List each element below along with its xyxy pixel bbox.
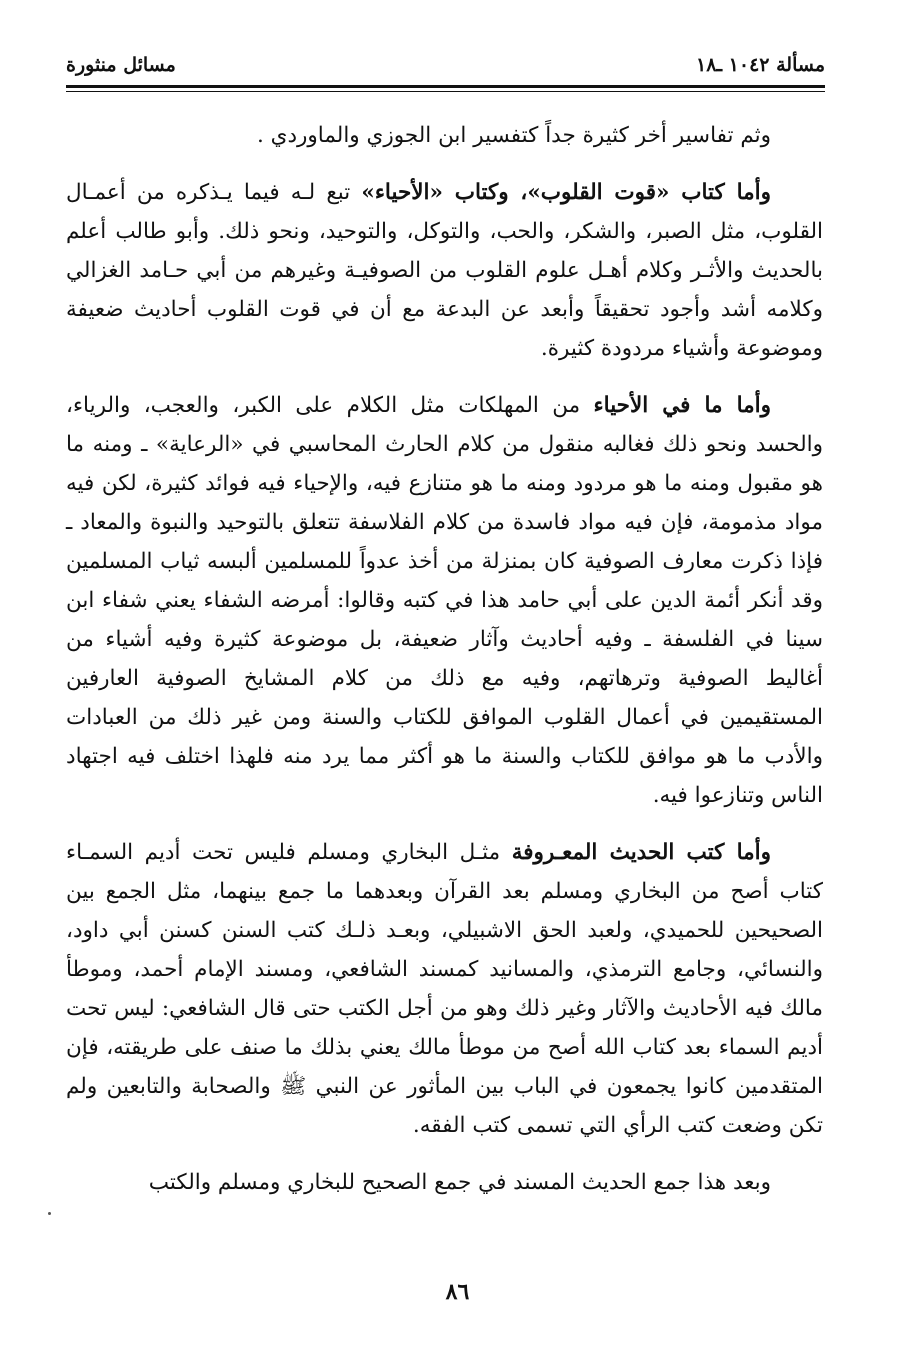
header-rule-thin	[66, 91, 825, 92]
ink-speck	[48, 1212, 51, 1215]
paragraph-4-lead: وأما كتب الحديث المعـروفة	[511, 840, 771, 865]
paragraph-3	[66, 386, 823, 815]
page-number: ٨٦	[445, 1279, 470, 1305]
paragraph-3-lead: وأما ما في الأحياء	[593, 393, 771, 418]
paragraph-1-text: وثم تفاسير أخر كثيرة جداً كتفسير ابن الجوزي والماوردي .	[256, 123, 771, 148]
paragraph-5	[66, 1163, 823, 1202]
body-text	[66, 116, 823, 1202]
page-header	[66, 48, 825, 82]
paragraph-1	[66, 116, 823, 155]
section-title-heading: مسائل منثورة	[66, 54, 176, 76]
paragraph-2-text: تبع لـه فيما يـذكره من أعمـال القلوب، مثل الصبر، والشكر، والحب، والتوكل، والتوحيد، ونحو ذلك. وأبو طالب أعلم بالحديث والأثـر وكلام أهـل علوم القلوب من الصوفيـة وغيرهم من أبي حـامد الغزالي وكلامه أشد وأجود تحقيقاً وأبعد عن البدعة مع أن في قوت القلوب أحاديث ضعيفة وموضوعة وأشياء مردودة كثيرة.	[66, 180, 823, 361]
issue-number-heading: مسألة ١٠٤٢ ـ١٨	[696, 54, 825, 76]
paragraph-2	[66, 173, 823, 368]
paragraph-5-text: وبعد هذا جمع الحديث المسند في جمع الصحيح للبخاري ومسلم والكتب	[148, 1170, 771, 1195]
header-rule-thick	[66, 85, 825, 88]
paragraph-4-text: مثـل البخاري ومسلم فليس تحت أديم السمـاء كتاب أصح من البخاري ومسلم بعد القرآن وبعدهما ما جمع بينهما، مثل الجمع بين الصحيحين للحميدي، ولعبد الحق الاشبيلي، وبعـد ذلـك كتب السنن كسنن أبي داود، والنسائي، وجامع الترمذي، والمسانيد كمسند الشافعي، ومسند الإمام أحمد، وموطأ مالك فيه الأحاديث والآثار وغير ذلك وهو من أجل الكتب حتى قال الشافعي: ليس تحت أديم السماء بعد كتاب الله أصح من موطأ مالك يعني بذلك ما صنف على طريقته، فإن المتقدمين كانوا يجمعون في الباب بين المأثور عن النبي ﷺ والصحابة والتابعين ولم تكن وضعت كتب الرأي التي تسمى كتب الفقه.	[66, 840, 823, 1138]
paragraph-4	[66, 833, 823, 1145]
paragraph-3-text: من المهلكات مثل الكلام على الكبر، والعجب، والرياء، والحسد ونحو ذلك فغالبه منقول من كلام الحارث المحاسبي في «الرعاية» ـ ومنه ما هو مقبول ومنه ما هو مردود ومنه ما هو متنازع فيه، والإحياء فيه فوائد كثيرة، لكن فيه مواد مذمومة، فإن فيه مواد فاسدة من كلام الفلاسفة تتعلق بالتوحيد والنبوة والمعاد ـ فإذا ذكرت معارف الصوفية كان بمنزلة من أخذ عدواً للمسلمين ألبسه ثياب المسلمين وقد أنكر أئمة الدين على أبي حامد هذا في كتبه وقالوا: أمرضه الشفاء يعني شفاء ابن سينا في الفلسفة ـ وفيه أحاديث وآثار ضعيفة، بل موضوعة كثيرة وفيه أشياء من أغاليط الصوفية وترهاتهم، وفيه مع ذلك من كلام المشايخ الصوفية العارفين المستقيمين في أعمال القلوب الموافق للكتاب والسنة ومن غير ذلك من العبادات والأدب ما هو موافق للكتاب والسنة ما هو أكثر مما يرد منه فلهذا اختلف فيه اجتهاد الناس وتنازعوا فيه.	[66, 393, 823, 808]
paragraph-2-lead: وأما كتاب «قوت القلوب»، وكتاب «الأحياء»	[361, 180, 771, 205]
